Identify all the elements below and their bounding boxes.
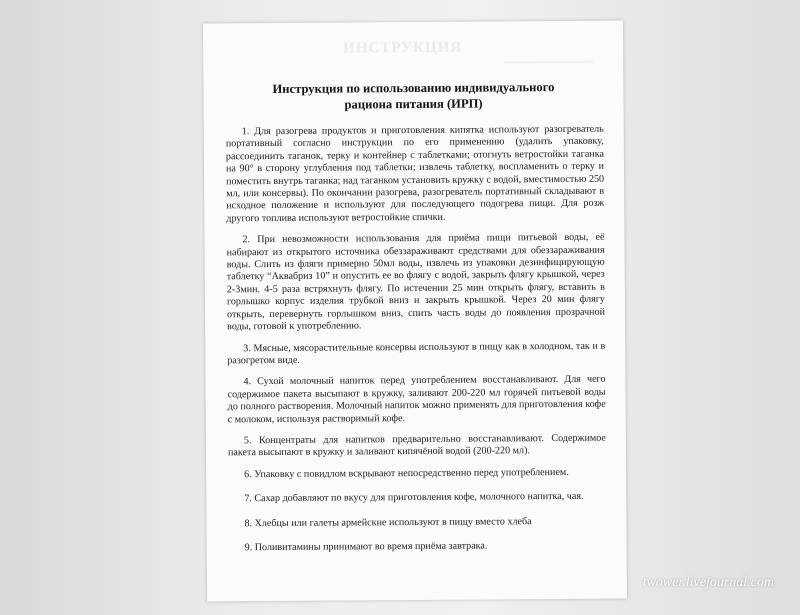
paragraph-5: 5. Концентраты для напитков предварительно восстанавливают. Содержимое пакета высыпают в кружку и заливают кипячёной водой (200-220 мл). xyxy=(227,432,606,459)
paragraph-6: 6. Упаковку с повидлом вскрывают непосредственно перед употреблением. xyxy=(244,466,569,480)
paragraph-2: 2. При невозможности использования для приёма пищи питьевой воды, её набирают из открытого источника обеззараживают средствами для обеззараживания воды. Слить из фляги примерно 50мл воды, извлечь из упаковки дезинфицирующую таблетку “Аквабриз 10” и опустить ее во флягу с водой, закрыть флягу крышкой, через 2-3мин. 4-5 раза встряхнуть флягу. По истечении 25 мин открыть флягу, вставить в горлышко корпус изделия трубкой вниз и закрыть крышкой. Через 20 мин флягу открыть, перевернуть горлышком вниз, спить часть воды до появления прозрачной воды, готовой к употреблению. xyxy=(226,231,606,333)
instruction-sheet xyxy=(203,21,627,602)
document-title xyxy=(233,79,593,114)
paragraph-8: 8. Хлебцы или галеты армейские используют в пищу вместо хлеба xyxy=(244,515,532,529)
paragraph-7: 7. Сахар добавляют по вкусу для приготовления кофе, молочного напитка, чая. xyxy=(244,490,584,505)
title-line-1: Инструкция по использованию индивидуального xyxy=(272,80,555,96)
paragraph-9: 9. Поливитамины принимают во время приёма завтрака. xyxy=(244,540,488,554)
bleed-through-text: ИНСТРУКЦИЯ xyxy=(343,39,463,57)
paragraph-3: 3. Мясные, мясорастительные консервы используют в пищу как в холодном, так и в разогретом виде. xyxy=(227,340,606,367)
title-line-2: рациона питания (ИРП) xyxy=(344,96,483,112)
paragraph-1: 1. Для разогрева продуктов и приготовления кипятка используют разогреватель портативный согласно инструкции по его применению (удалить упаковку, рассоединить таганок, терку и контейнер с таблетками; отогнуть ветростойки таганка на 90° в сторону углубления под таблетки; извлечь таблетку, воспламенить о терку и поместить внутрь таганка; над таганком установить кружку с водой, вместимостью 250 мл, или консервы). По окончании разогрева, разогреватель портативный складывают в исходное положение и используют для последующего подогрева пищи. Для розж другого топлива используют ветростойкие спички. xyxy=(225,123,605,225)
watermark-text: twower.livejournal.com xyxy=(642,575,774,590)
paragraph-4: 4. Сухой молочный напиток перед употреблением восстанавливают. Для чего содержимое пакета высыпают в кружку, заливают 200-220 мл горячей питьевой воды до полного растворения. Молочный напиток можно применять для приготовления кофе с молоком, используя растворимый кофе. xyxy=(227,373,606,425)
bleed-through-line xyxy=(503,61,593,64)
instruction-body xyxy=(226,124,607,567)
